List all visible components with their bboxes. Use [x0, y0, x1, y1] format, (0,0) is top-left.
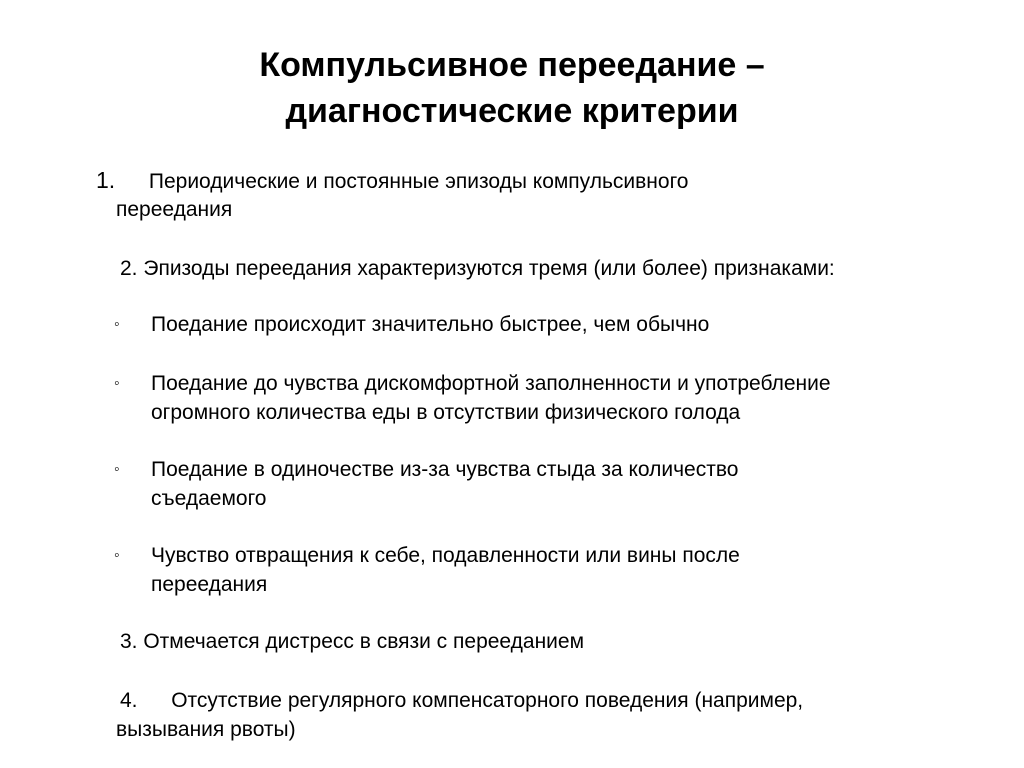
criterion-4-text-line-1: Отсутствие регулярного компенсаторного поведения (например, — [171, 689, 804, 712]
title-line-1: Компульсивное переедание – — [259, 46, 765, 84]
bullet-marker: ◦ — [114, 316, 120, 333]
bullet-text-line: Поедание происходит значительно быстрее, чем обычно — [151, 313, 710, 336]
criterion-4 — [120, 686, 980, 716]
bullet-marker: ◦ — [114, 461, 120, 478]
bullet-text-line: переедания — [151, 573, 268, 596]
bullet-text-line: огромного количества еды в отсутствии физического голода — [151, 401, 741, 424]
slide-title — [130, 42, 894, 134]
criterion-4-number: 4. — [120, 689, 138, 712]
bullet-text-line: Поедание в одиночестве из-за чувства стыда за количество — [151, 458, 739, 481]
bullet-marker: ◦ — [114, 547, 120, 564]
criterion-4-continuation — [116, 715, 956, 745]
criterion-1-continuation — [116, 195, 956, 225]
bullet-text-line: Чувство отвращения к себе, подавленности или вины после — [151, 544, 740, 567]
criterion-1-text-line-1: Периодические и постоянные эпизоды компульсивного — [148, 170, 689, 193]
criterion-4-text-line-2: вызывания рвоты) — [116, 718, 296, 741]
bullet-text-line: Поедание до чувства дискомфортной заполненности и употребление — [151, 372, 831, 395]
criterion-3 — [120, 627, 980, 657]
criterion-2-text: 2. Эпизоды переедания характеризуются тремя (или более) признаками: — [120, 257, 835, 280]
criterion-1-number: 1. — [96, 167, 116, 193]
bullet-text-line: съедаемого — [151, 487, 267, 510]
title-line-2: диагностические критерии — [285, 92, 739, 130]
criterion-1-text-line-2: переедания — [116, 198, 233, 221]
bullet-marker: ◦ — [114, 375, 120, 392]
criterion-2 — [120, 254, 980, 284]
criterion-1 — [96, 165, 956, 197]
criterion-3-text: 3. Отмечается дистресс в связи с перееданием — [120, 630, 585, 653]
